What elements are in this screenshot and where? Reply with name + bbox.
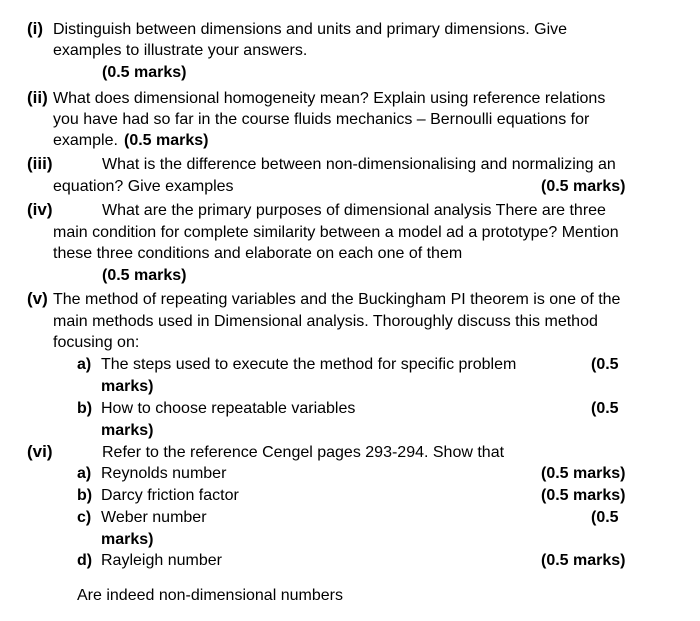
marks-label: (0.5 xyxy=(591,356,619,373)
question-text: these three conditions and elaborate on each one of them xyxy=(53,245,463,262)
marks-label: marks) xyxy=(101,378,154,395)
question-text: Refer to the reference Cengel pages 293-294. Show that xyxy=(102,444,505,461)
question-text: example. xyxy=(53,132,118,149)
marks-label: (0.5 marks) xyxy=(541,487,626,504)
question-label: (iv) xyxy=(27,200,53,219)
item-label: c) xyxy=(77,509,92,526)
item-text: How to choose repeatable variables xyxy=(101,400,356,417)
item-text: Weber number xyxy=(101,509,207,526)
question-text: focusing on: xyxy=(53,334,140,351)
marks-label: (0.5 marks) xyxy=(541,178,626,195)
question-text: main condition for complete similarity between a model ad a prototype? Mention xyxy=(53,224,619,241)
question-text: What is the difference between non-dimensionalising and normalizing an xyxy=(102,156,616,173)
question-text: The method of repeating variables and the Buckingham PI theorem is one of the xyxy=(53,291,621,308)
closing-text: Are indeed non-dimensional numbers xyxy=(77,587,343,604)
item-label: b) xyxy=(77,487,93,504)
question-label: (v) xyxy=(27,289,48,308)
question-label: (iii) xyxy=(27,154,53,173)
question-text: What are the primary purposes of dimensional analysis There are three xyxy=(102,202,606,219)
question-text: main methods used in Dimensional analysis. Thoroughly discuss this method xyxy=(53,313,598,330)
marks-label: (0.5 xyxy=(591,400,619,417)
question-text: you have had so far in the course fluids mechanics – Bernoulli equations for xyxy=(53,111,590,128)
item-text: Darcy friction factor xyxy=(101,487,239,504)
item-label: a) xyxy=(77,465,92,482)
item-text: Rayleigh number xyxy=(101,552,222,569)
marks-label: (0.5 xyxy=(591,509,619,526)
marks-label: marks) xyxy=(101,422,154,439)
question-text: What does dimensional homogeneity mean? Explain using reference relations xyxy=(53,90,606,107)
question-text: Distinguish between dimensions and units and primary dimensions. Give xyxy=(53,21,568,38)
question-text: examples to illustrate your answers. xyxy=(53,42,308,59)
item-label: d) xyxy=(77,552,93,569)
question-label: (i) xyxy=(27,19,44,38)
marks-label: (0.5 marks) xyxy=(102,267,187,284)
marks-label: marks) xyxy=(101,531,154,548)
item-label: a) xyxy=(77,356,92,373)
marks-label: (0.5 marks) xyxy=(541,465,626,482)
marks-label: (0.5 marks) xyxy=(124,132,209,149)
question-text: equation? Give examples xyxy=(53,178,234,195)
item-text: Reynolds number xyxy=(101,465,227,482)
question-label: (vi) xyxy=(27,442,53,461)
marks-label: (0.5 marks) xyxy=(541,552,626,569)
item-label: b) xyxy=(77,400,93,417)
question-label: (ii) xyxy=(27,88,48,107)
item-text: The steps used to execute the method for specific problem xyxy=(101,356,517,373)
marks-label: (0.5 marks) xyxy=(102,64,187,81)
